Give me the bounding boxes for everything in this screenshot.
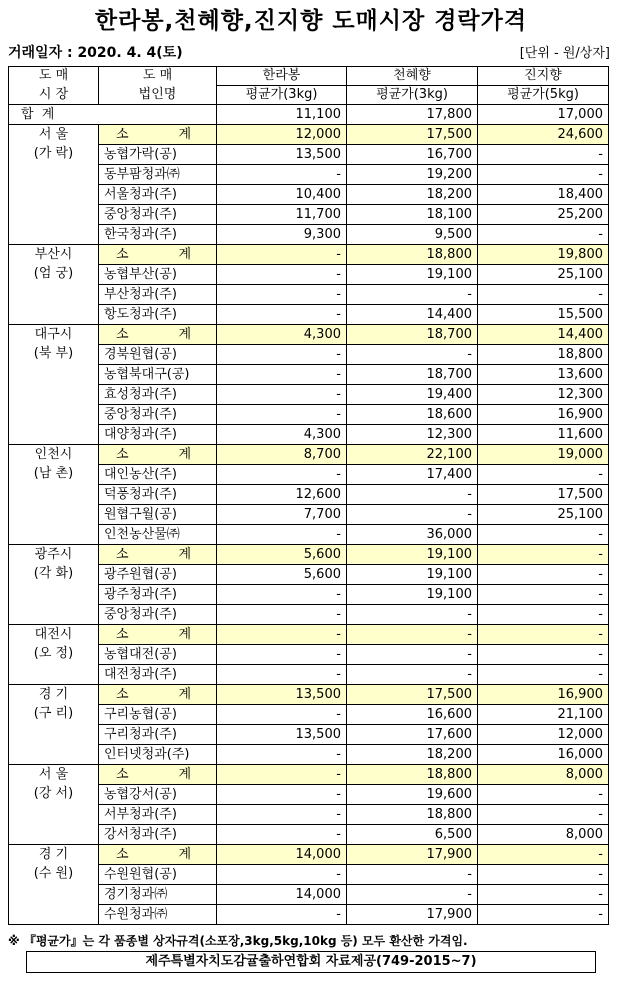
corp-name: 효성청과(주): [99, 385, 217, 405]
subtotal-label: [99, 125, 217, 145]
price-jinjihyang: 16,900: [478, 685, 609, 705]
price-cheonhyehyang: 17,500: [347, 125, 478, 145]
total-row: [9, 105, 609, 125]
subtotal-row: [9, 845, 609, 865]
price-hallabong: 4,300: [217, 325, 347, 345]
price-cheonhyehyang: 16,700: [347, 145, 478, 165]
corp-name: 광주청과(주): [99, 585, 217, 605]
subtotal-row: [9, 445, 609, 465]
price-jinjihyang: 14,400: [478, 325, 609, 345]
market-name: 경 기: [38, 687, 69, 702]
corp-name: 인천농산물㈜: [99, 525, 217, 545]
corp-name: 대인농산(주): [99, 465, 217, 485]
table-row: [9, 805, 609, 825]
header-cheonhyehyang-unit: 평균가(3kg): [347, 86, 478, 105]
table-row: [9, 565, 609, 585]
table-row: [9, 605, 609, 625]
market-cell: [9, 445, 99, 545]
subtotal-label: [99, 325, 217, 345]
price-cheonhyehyang: 17,400: [347, 465, 478, 485]
price-jinjihyang: 11,600: [478, 425, 609, 445]
price-cheonhyehyang: 14,400: [347, 305, 478, 325]
price-jinjihyang: 24,600: [478, 125, 609, 145]
price-hallabong: 5,600: [217, 545, 347, 565]
table-row: [9, 205, 609, 225]
price-cheonhyehyang: 19,600: [347, 785, 478, 805]
table-row: [9, 225, 609, 245]
total-label: 합 계: [9, 105, 217, 125]
price-jinjihyang: 12,300: [478, 385, 609, 405]
subtotal-label-part: 소: [116, 687, 129, 702]
price-jinjihyang: -: [478, 625, 609, 645]
subtotal-label-part: 소: [116, 767, 129, 782]
market-cell: [9, 625, 99, 685]
table-row: [9, 425, 609, 445]
price-cheonhyehyang: 19,400: [347, 385, 478, 405]
price-jinjihyang: -: [478, 525, 609, 545]
corp-name: 중앙청과(주): [99, 405, 217, 425]
price-jinjihyang: -: [478, 845, 609, 865]
market-location: (수 원): [33, 866, 74, 881]
header-market-2: 시 장: [9, 86, 99, 105]
price-jinjihyang: 19,800: [478, 245, 609, 265]
subtotal-row: [9, 685, 609, 705]
price-jinjihyang: 25,100: [478, 505, 609, 525]
corp-name: 경북원협(공): [99, 345, 217, 365]
price-cheonhyehyang: 9,500: [347, 225, 478, 245]
price-cheonhyehyang: -: [347, 665, 478, 685]
subtotal-label-part: 계: [178, 687, 191, 702]
market-cell: [9, 325, 99, 445]
table-row: [9, 305, 609, 325]
price-jinjihyang: 8,000: [478, 825, 609, 845]
header-hallabong-unit: 평균가(3kg): [217, 86, 347, 105]
price-jinjihyang: -: [478, 585, 609, 605]
price-cheonhyehyang: 18,200: [347, 185, 478, 205]
price-hallabong: 13,500: [217, 685, 347, 705]
price-cheonhyehyang: 36,000: [347, 525, 478, 545]
price-jinjihyang: -: [478, 905, 609, 925]
market-location: (구 리): [33, 706, 74, 721]
market-cell: [9, 245, 99, 325]
price-jinjihyang: 12,000: [478, 725, 609, 745]
total-jinjihyang: 17,000: [478, 105, 609, 125]
table-row: [9, 825, 609, 845]
table-row: [9, 365, 609, 385]
market-location: (각 화): [33, 566, 74, 581]
price-hallabong: -: [217, 745, 347, 765]
table-row: [9, 385, 609, 405]
price-jinjihyang: -: [478, 865, 609, 885]
corp-name: 농협강서(공): [99, 785, 217, 805]
table-row: [9, 785, 609, 805]
price-cheonhyehyang: 17,500: [347, 685, 478, 705]
price-cheonhyehyang: 18,800: [347, 245, 478, 265]
price-jinjihyang: -: [478, 145, 609, 165]
price-jinjihyang: 15,500: [478, 305, 609, 325]
subtotal-label: [99, 685, 217, 705]
price-jinjihyang: 8,000: [478, 765, 609, 785]
subtotal-label-part: 소: [116, 627, 129, 642]
corp-name: 대양청과(주): [99, 425, 217, 445]
page-title: 한라봉,천혜향,진지향 도매시장 경락가격: [94, 8, 528, 34]
subtotal-row: [9, 125, 609, 145]
price-hallabong: -: [217, 285, 347, 305]
table-row: [9, 905, 609, 925]
price-cheonhyehyang: -: [347, 285, 478, 305]
corp-name: 중앙청과(주): [99, 605, 217, 625]
table-row: [9, 145, 609, 165]
price-cheonhyehyang: 19,100: [347, 585, 478, 605]
corp-name: 원협구월(공): [99, 505, 217, 525]
price-jinjihyang: 16,000: [478, 745, 609, 765]
subtotal-label: [99, 545, 217, 565]
table-row: [9, 705, 609, 725]
header-cheonhyehyang: 천혜향: [347, 67, 478, 86]
price-hallabong: 5,600: [217, 565, 347, 585]
price-cheonhyehyang: 18,600: [347, 405, 478, 425]
subtotal-label-part: 소: [116, 847, 129, 862]
corp-name: 서부청과(주): [99, 805, 217, 825]
market-location: (남 촌): [33, 466, 74, 481]
price-hallabong: 8,700: [217, 445, 347, 465]
price-hallabong: -: [217, 645, 347, 665]
market-name: 대전시: [34, 627, 73, 642]
price-hallabong: -: [217, 625, 347, 645]
price-jinjihyang: -: [478, 665, 609, 685]
price-hallabong: -: [217, 525, 347, 545]
price-hallabong: -: [217, 365, 347, 385]
subtotal-row: [9, 325, 609, 345]
price-cheonhyehyang: 16,600: [347, 705, 478, 725]
price-hallabong: -: [217, 385, 347, 405]
price-hallabong: -: [217, 305, 347, 325]
subtotal-row: [9, 545, 609, 565]
price-cheonhyehyang: 18,700: [347, 325, 478, 345]
price-jinjihyang: -: [478, 285, 609, 305]
price-cheonhyehyang: 19,100: [347, 545, 478, 565]
price-cheonhyehyang: -: [347, 485, 478, 505]
price-jinjihyang: 17,500: [478, 485, 609, 505]
price-cheonhyehyang: 18,800: [347, 765, 478, 785]
price-hallabong: -: [217, 405, 347, 425]
table-row: [9, 285, 609, 305]
price-jinjihyang: 19,000: [478, 445, 609, 465]
price-hallabong: -: [217, 165, 347, 185]
market-location: (오 정): [33, 646, 74, 661]
price-jinjihyang: -: [478, 785, 609, 805]
subtotal-label-part: 계: [178, 847, 191, 862]
subtotal-label-part: 계: [178, 247, 191, 262]
corp-name: 경기청과㈜: [99, 885, 217, 905]
corp-name: 수원청과㈜: [99, 905, 217, 925]
subtotal-label-part: 소: [116, 127, 129, 142]
price-cheonhyehyang: 18,200: [347, 745, 478, 765]
price-cheonhyehyang: -: [347, 345, 478, 365]
price-jinjihyang: -: [478, 565, 609, 585]
header-hallabong: 한라봉: [217, 67, 347, 86]
table-row: [9, 865, 609, 885]
corp-name: 광주원협(공): [99, 565, 217, 585]
market-location: (북 부): [33, 346, 74, 361]
price-cheonhyehyang: -: [347, 605, 478, 625]
market-location: (강 서): [33, 786, 74, 801]
price-cheonhyehyang: 18,700: [347, 365, 478, 385]
market-cell: [9, 545, 99, 625]
corp-name: 농협가락(공): [99, 145, 217, 165]
price-jinjihyang: 25,100: [478, 265, 609, 285]
price-jinjihyang: 18,400: [478, 185, 609, 205]
price-hallabong: 11,700: [217, 205, 347, 225]
price-hallabong: -: [217, 905, 347, 925]
price-hallabong: 13,500: [217, 145, 347, 165]
corp-name: 농협부산(공): [99, 265, 217, 285]
price-cheonhyehyang: 19,100: [347, 565, 478, 585]
header-jinjihyang-unit: 평균가(5kg): [478, 86, 609, 105]
price-cheonhyehyang: -: [347, 505, 478, 525]
corp-name: 동부팜청과㈜: [99, 165, 217, 185]
price-cheonhyehyang: 19,100: [347, 265, 478, 285]
price-hallabong: 12,000: [217, 125, 347, 145]
price-cheonhyehyang: 18,100: [347, 205, 478, 225]
price-hallabong: -: [217, 465, 347, 485]
price-cheonhyehyang: 6,500: [347, 825, 478, 845]
price-hallabong: -: [217, 585, 347, 605]
price-jinjihyang: 13,600: [478, 365, 609, 385]
subtotal-row: [9, 765, 609, 785]
price-jinjihyang: -: [478, 465, 609, 485]
price-cheonhyehyang: 17,600: [347, 725, 478, 745]
total-cheonhyehyang: 17,800: [347, 105, 478, 125]
subtotal-label-part: 계: [178, 627, 191, 642]
table-row: [9, 745, 609, 765]
subtotal-label-part: 계: [178, 327, 191, 342]
header-corp-2: 법인명: [99, 86, 217, 105]
price-hallabong: 10,400: [217, 185, 347, 205]
price-hallabong: 13,500: [217, 725, 347, 745]
price-hallabong: 9,300: [217, 225, 347, 245]
price-hallabong: -: [217, 265, 347, 285]
price-cheonhyehyang: 19,200: [347, 165, 478, 185]
total-hallabong: 11,100: [217, 105, 347, 125]
market-name: 서 울: [38, 767, 69, 782]
table-row: [9, 885, 609, 905]
source-credit: 제주특별자치도감귤출하연합회 자료제공(749-2015~7): [26, 951, 596, 973]
price-hallabong: 4,300: [217, 425, 347, 445]
subtotal-row: [9, 625, 609, 645]
market-name: 광주시: [34, 547, 73, 562]
table-row: [9, 185, 609, 205]
price-hallabong: -: [217, 805, 347, 825]
price-jinjihyang: -: [478, 645, 609, 665]
market-cell: [9, 765, 99, 845]
price-hallabong: 14,000: [217, 845, 347, 865]
price-hallabong: -: [217, 665, 347, 685]
corp-name: 농협북대구(공): [99, 365, 217, 385]
header-jinjihyang: 진지향: [478, 67, 609, 86]
market-name: 인천시: [34, 447, 73, 462]
header-corp: 도 매: [99, 67, 217, 86]
table-row: [9, 465, 609, 485]
table-row: [9, 485, 609, 505]
price-cheonhyehyang: -: [347, 885, 478, 905]
corp-name: 강서청과(주): [99, 825, 217, 845]
price-cheonhyehyang: 18,800: [347, 805, 478, 825]
market-location: (가 락): [33, 146, 74, 161]
price-hallabong: -: [217, 865, 347, 885]
price-hallabong: -: [217, 605, 347, 625]
market-name: 부산시: [34, 247, 73, 262]
market-name: 경 기: [38, 847, 69, 862]
subtotal-label-part: 계: [178, 447, 191, 462]
table-row: [9, 505, 609, 525]
price-hallabong: -: [217, 705, 347, 725]
trade-date: 거래일자 : 2020. 4. 4(토): [8, 45, 183, 61]
market-location: (엄 궁): [33, 266, 74, 281]
price-hallabong: -: [217, 345, 347, 365]
corp-name: 대전청과(주): [99, 665, 217, 685]
table-row: [9, 265, 609, 285]
subtotal-label-part: 소: [116, 247, 129, 262]
subtotal-label-part: 계: [178, 127, 191, 142]
corp-name: 서울청과(주): [99, 185, 217, 205]
price-hallabong: -: [217, 785, 347, 805]
corp-name: 중앙청과(주): [99, 205, 217, 225]
price-jinjihyang: -: [478, 225, 609, 245]
subtotal-label-part: 계: [178, 547, 191, 562]
price-jinjihyang: -: [478, 885, 609, 905]
subtotal-label: [99, 845, 217, 865]
market-name: 서 울: [38, 127, 69, 142]
corp-name: 구리청과(주): [99, 725, 217, 745]
subtotal-label-part: 소: [116, 447, 129, 462]
table-row: [9, 585, 609, 605]
corp-name: 구리농협(공): [99, 705, 217, 725]
price-cheonhyehyang: 22,100: [347, 445, 478, 465]
table-row: [9, 345, 609, 365]
price-jinjihyang: 21,100: [478, 705, 609, 725]
subtotal-label-part: 계: [178, 767, 191, 782]
header-market: 도 매: [9, 67, 99, 86]
corp-name: 농협대전(공): [99, 645, 217, 665]
price-hallabong: 12,600: [217, 485, 347, 505]
price-jinjihyang: -: [478, 545, 609, 565]
subtotal-label: [99, 445, 217, 465]
price-hallabong: -: [217, 825, 347, 845]
price-cheonhyehyang: 12,300: [347, 425, 478, 445]
table-row: [9, 665, 609, 685]
table-row: [9, 165, 609, 185]
corp-name: 항도청과(주): [99, 305, 217, 325]
price-table: [8, 66, 609, 925]
market-cell: [9, 845, 99, 925]
subtotal-label: [99, 765, 217, 785]
price-jinjihyang: -: [478, 605, 609, 625]
corp-name: 수원원협(공): [99, 865, 217, 885]
price-cheonhyehyang: 17,900: [347, 905, 478, 925]
price-jinjihyang: 18,800: [478, 345, 609, 365]
market-cell: [9, 685, 99, 765]
price-cheonhyehyang: -: [347, 645, 478, 665]
unit-label: [단위 - 원/상자]: [519, 46, 610, 61]
price-jinjihyang: -: [478, 165, 609, 185]
price-cheonhyehyang: -: [347, 865, 478, 885]
subtotal-label-part: 소: [116, 327, 129, 342]
price-jinjihyang: -: [478, 805, 609, 825]
subtotal-label-part: 소: [116, 547, 129, 562]
table-row: [9, 525, 609, 545]
subtotal-label: [99, 625, 217, 645]
price-cheonhyehyang: 17,900: [347, 845, 478, 865]
market-cell: [9, 125, 99, 245]
footnote: ※ 『평균가』는 각 품종별 상자규격(소포장,3kg,5kg,10kg 등) 모두 환산한 가격임.: [8, 934, 468, 948]
price-hallabong: 7,700: [217, 505, 347, 525]
price-hallabong: -: [217, 765, 347, 785]
corp-name: 한국청과(주): [99, 225, 217, 245]
price-cheonhyehyang: -: [347, 625, 478, 645]
table-row: [9, 645, 609, 665]
price-jinjihyang: 16,900: [478, 405, 609, 425]
price-hallabong: -: [217, 245, 347, 265]
table-row: [9, 405, 609, 425]
market-name: 대구시: [34, 327, 73, 342]
price-jinjihyang: 25,200: [478, 205, 609, 225]
corp-name: 인터넷청과(주): [99, 745, 217, 765]
subtotal-row: [9, 245, 609, 265]
price-hallabong: 14,000: [217, 885, 347, 905]
subtotal-label: [99, 245, 217, 265]
corp-name: 덕풍청과(주): [99, 485, 217, 505]
corp-name: 부산청과(주): [99, 285, 217, 305]
table-row: [9, 725, 609, 745]
